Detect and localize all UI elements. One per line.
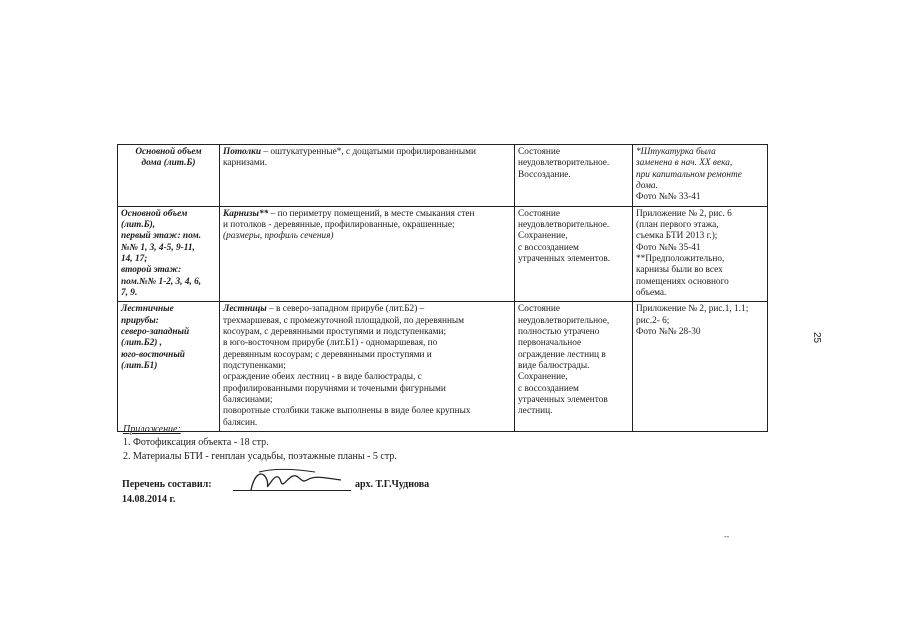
- page-number: 25: [811, 332, 822, 344]
- note-line: объема.: [636, 287, 667, 298]
- compile-date: 14.08.2014 г.: [122, 494, 176, 505]
- status-line: виде балюстрады.: [518, 360, 590, 371]
- description-cell: [220, 302, 515, 432]
- description-text: ограждение обеих лестниц - в виде балюстрады, с: [223, 372, 422, 383]
- status-line: первоначальное: [518, 338, 582, 349]
- description-text: балясинами;: [223, 394, 273, 405]
- object-line: пом.№№ 1-2, 3, 4, 6,: [121, 276, 202, 287]
- note-line: Фото №№ 28-30: [636, 326, 701, 337]
- status-line: с воссозданием: [518, 383, 579, 394]
- status-line: ограждение лестниц в: [518, 349, 606, 360]
- description-text: – оштукатуренные*, с дощатыми профилированными: [263, 147, 477, 157]
- description-text: карнизами.: [223, 158, 268, 169]
- compiler-name: арх. Т.Г.Чуднова: [355, 479, 430, 490]
- compiled-by-label: Перечень составил:: [122, 479, 212, 490]
- object-line: 7, 9.: [121, 287, 138, 298]
- status-cell: [515, 302, 633, 432]
- note-line: заменена в нач. XX века,: [636, 158, 733, 169]
- object-line: (лит.Б2) ,: [121, 338, 163, 349]
- object-line: Основной объем: [121, 208, 188, 219]
- description-text: (размеры, профиль сечения): [223, 231, 334, 242]
- table-row: [118, 145, 768, 207]
- description-text: и потолков - деревянные, профилированные, окрашенные;: [223, 219, 455, 230]
- description-text: балясин.: [223, 417, 258, 428]
- description-text: косоурам, с деревянными проступями и подступенками;: [223, 326, 447, 337]
- object-line: первый этаж: пом.: [121, 231, 202, 242]
- status-line: неудовлетворительное.: [518, 219, 610, 230]
- status-line: с воссозданием: [518, 242, 579, 253]
- note-line: (план первого этажа,: [636, 219, 719, 230]
- status-line: неудовлетворительное,: [518, 315, 610, 326]
- object-line: Лестничные: [121, 304, 174, 315]
- object-line: северо-западный: [121, 326, 190, 337]
- status-line: утраченных элементов.: [518, 253, 611, 264]
- status-line: Состояние: [518, 147, 560, 157]
- element-title: Потолки: [223, 147, 262, 157]
- handwritten-signature: [245, 466, 345, 494]
- object-cell: [118, 206, 220, 302]
- status-line: утраченных элементов: [518, 394, 608, 405]
- status-line: Состояние: [518, 208, 560, 219]
- table-row: [118, 206, 768, 302]
- description-text: – по периметру помещений, в месте смыкания стен: [270, 208, 475, 219]
- note-line: съемка БТИ 2013 г.);: [636, 231, 718, 242]
- object-line: Основной объем: [135, 147, 202, 157]
- object-line: дома (лит.Б): [141, 158, 196, 169]
- description-cell: [220, 206, 515, 302]
- note-cell: [633, 206, 768, 302]
- element-title: Лестницы: [223, 304, 267, 315]
- note-line: Приложение № 2, рис. 6: [636, 208, 732, 219]
- status-line: полностью утрачено: [518, 326, 600, 337]
- status-cell: [515, 145, 633, 207]
- object-line: (лит.Б1): [121, 360, 158, 371]
- object-line: №№ 1, 3, 4-5, 9-11,: [121, 242, 195, 253]
- appendix-item: 1. Фотофиксация объекта - 18 стр.: [123, 437, 269, 448]
- note-cell: [633, 145, 768, 207]
- status-line: неудовлетворительное.: [518, 158, 610, 169]
- appendix-label: Приложение:: [123, 424, 181, 435]
- description-text: – в северо-западном прирубе (лит.Б2) –: [269, 304, 425, 315]
- description-cell: [220, 145, 515, 207]
- description-text: профилированными поручнями и точеными фигурными: [223, 383, 446, 394]
- note-line: *Штукатурка была: [636, 147, 716, 157]
- description-text: в юго-восточном прирубе (лит.Б1) - одномаршевая, по: [223, 338, 438, 349]
- description-text: трехмаршевая, с промежуточной площадкой, по деревянным: [223, 315, 465, 326]
- status-line: Сохранение,: [518, 231, 568, 242]
- note-line: при капитальном ремонте: [636, 169, 742, 180]
- monument-elements-table: [117, 144, 768, 432]
- description-text: деревянным косоурам; с деревянными проступями и: [223, 349, 432, 360]
- object-line: 14, 17;: [121, 253, 148, 264]
- object-line: (лит.Б),: [121, 219, 156, 230]
- object-cell: [118, 145, 220, 207]
- element-title: Карнизы**: [223, 208, 269, 219]
- status-line: лестниц.: [518, 406, 553, 417]
- object-cell: [118, 302, 220, 432]
- note-line: Фото №№ 35-41: [636, 242, 701, 253]
- object-line: юго-восточный: [121, 349, 185, 360]
- note-line: **Предположительно,: [636, 253, 725, 264]
- note-line: Приложение № 2, рис.1, 1.1;: [636, 304, 749, 315]
- note-line: дома.: [636, 180, 658, 191]
- object-line: второй этаж:: [121, 265, 182, 276]
- note-cell: [633, 302, 768, 432]
- note-line: Фото №№ 33-41: [636, 192, 701, 203]
- note-line: помещениях основного: [636, 276, 729, 287]
- table-row: [118, 302, 768, 432]
- object-line: прирубы:: [121, 315, 159, 326]
- note-line: карнизы были во всех: [636, 265, 723, 276]
- corner-mark: --: [724, 532, 730, 541]
- status-line: Состояние: [518, 304, 560, 315]
- status-line: Сохранение,: [518, 372, 568, 383]
- description-text: подступенками;: [223, 360, 286, 371]
- status-cell: [515, 206, 633, 302]
- note-line: рис.2- 6;: [636, 315, 670, 326]
- description-text: поворотные столбики также выполнены в виде более крупных: [223, 406, 471, 417]
- appendix-item: 2. Материалы БТИ - генплан усадьбы, поэтажные планы - 5 стр.: [123, 451, 397, 462]
- status-line: Воссоздание.: [518, 169, 571, 180]
